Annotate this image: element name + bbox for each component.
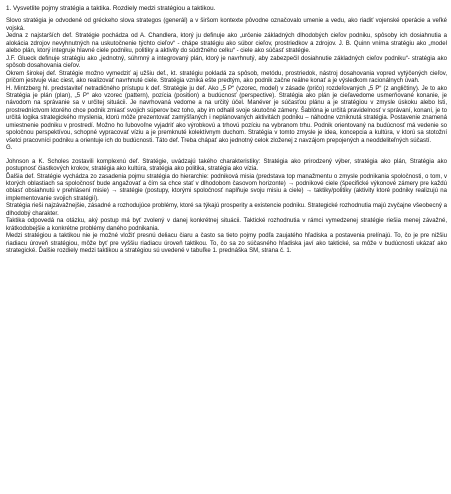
paragraph-tactics-answers: Taktika odpovedá na otázku, aký postup má byť zvolený v danej konkrétnej situácii. Taktické rozhodnutia v rámci vymedzenej stratégie riešia menej závažné, krátkodobejšie a konkrétne problémy daného podnikania. xyxy=(6,218,447,232)
paragraph-mintzberg: H. Mintzberg hl. predstaviteľ netradičného prístupu k def. Stratégie ju def. Ako „5 P“ (vzorec, model) v zásade (pričo) rozdeľovaných „5 P“ (z angličtiny). Je to ako Stratégia je plán (plan), „5 P“ ako vzorec (pattern), pozícia (position) a budúcnosť (perspective). Stratégia ako plán je cieľavedome usmerňované konanie, je návodom na správanie sa v určitej situácii. Je navrhovaná vedome a na určitý účel. Manéver je súčasťou plánu a je stratégiou v zmysle úskoku alebo lsti, prostredníctvom ktorého chce podnik zmiasť svojich súperov bez toho, aby im odhalil svoje skutočné zámery. Šablóna je určitá pravidelnosť v správaní, konaní, je to určitá logika strategického myslenia, ktorú môže prezentovať zamýšľaných i neplánovaných aktivitách podniku – náhodne vzniknutá stratégia. Postavenie znamená umiestnenie podniku v prostredí. Možno ho ľubovoľne vyjadriť ako výrobkovú a trhovú pozíciu na vybranom trhu. Podnik orientovaný na budúcnosť má vedenie so spoločnou perspektívou, schopné vypracovať víziu a je premknuté kolektívnym duchom. Stratégia v tomto zmysle je idea, koncepcia a kultúra, v ktorú sa stotožní všetci pracovníci podniku a orientuje ich do budúcnosti. Táto def. Treba chápať ako jednotný celok zloženej z navzájom prepojených a neoddeliteľných súčastí. xyxy=(6,85,447,144)
paragraph-chandler-quinn: Jedna z najstarších def. Stratégie pochádza od A. Chandlera, ktorý ju definuje ako „určenie základných dlhodobých cieľov podniku, spôsoby ich dosiahnutia a alokácia zdrojov nevyhnutných na uskutočnenie týchto cieľov“ - chápe stratégiu ako súbor cieľov, prostriedkov a zdrojov. J. B. Quinn vníma stratégiu ako „model alebo plán, ktorý integruje hlavné ciele podniku, politiky a aktivity do súdržného celku“ - ciele ako súčasť stratégie. xyxy=(6,33,447,55)
paragraph-strategos-origin: Slovo stratégia je odvodené od gréckeho slova strategos (generál) a v širšom kontexte pôvodne označovalo umenie a vedu, ako riadiť vojenské operácie a veľké vojská. xyxy=(6,18,447,32)
paragraph-differences: Medzi stratégiou a taktikou nie je možné vložiť presnú deliacu čiaru a často sa tieto pojmy podľa zaujatého hľadiska a postavenia prelínajú. To, čo je pre nižšiu riadiacu úroveň stratégiou, môže byť pre vyššiu riadiacu úroveň taktikou. To, čo sa zo súčasného hľadiska javí ako taktické, sa môže v budúcnosti ukázať ako strategické. Ďalšie rozdiely medzi taktikou a stratégiou sú uvedené v tabuľke 1. prednáška SM, strana č. 1. xyxy=(6,233,447,255)
paragraph-johnson-scholes: Johnson a K. Scholes zostavili komplexnú def. Stratégie, uvádzajú takého charakteristiky: Stratégia ako prirodzený výber, stratégia ako plán, Stratégia ako postupnosť čiastkových krokov, stratégia ako kultúra, stratégia ako politika, stratégia ako vízia. xyxy=(6,158,447,173)
paragraph-strategy-solves: Stratégia rieši najzávažnejšie, zásadné a rozhodujúce problémy, ktoré sa týkajú prosperity a existencie podniku. Strategické rozhodnutia majú zvyčajne všeobecný a dlhodobý charakter. xyxy=(6,203,447,217)
document-page xyxy=(6,5,447,256)
paragraph-narrow-definition: Okrem širokej def. Stratégie možno vymedziť aj užšiu def., kt. stratégiu pokladá za spôsob, metódu, prostriedok, nástroj dosahovania vopred vytýčených cieľov, pričom jestvuje viac ciest, ako realizovať navrhnuté ciele. Stratégia vzniká ešte predtým, ako podnik začne reálne konať a je výsledkom racionálnych úvah. xyxy=(6,70,447,85)
paragraph-glueck: J.F. Glueck definuje stratégiu ako „jednotný, súhrnný a integrovaný plán, ktorý je navrhnutý, aby zabezpečil dosiahnutie základných cieľov podniku“- stratégia ako spôsob dosahovania cieľov. xyxy=(6,55,447,70)
section-strategy-definitions xyxy=(6,18,447,152)
section-strategy-vs-tactics xyxy=(6,159,447,256)
document-heading: 1. Vysvetlite pojmy stratégia a taktika. Rozdiely medzi stratégiou a taktikou. xyxy=(6,5,216,12)
paragraph-hierarchy: Ďalšia def. Stratégie vychádza zo zasadenia pojmu stratégia do hierarchie: podniková misia (predstava top manažmentu o zmysle podnikania spoločnosti, o tom, v ktorých oblastiach sa spoločnosť bude angažovať a čím sa chce stať v dlhodobom časovom horizonte) → podnikové ciele (špecifické výkonové zámery pre každú oblasť obsiahnutú v prehlásení misie) → stratégie (postupy, ktorými spoločnosť naplňuje svoju misiu a ciele) → taktiky/politiky (aktivity ktoré podniky realizujú na implementovanie svojich stratégií). xyxy=(6,173,447,202)
paragraph-initial-g: G. xyxy=(6,145,13,152)
